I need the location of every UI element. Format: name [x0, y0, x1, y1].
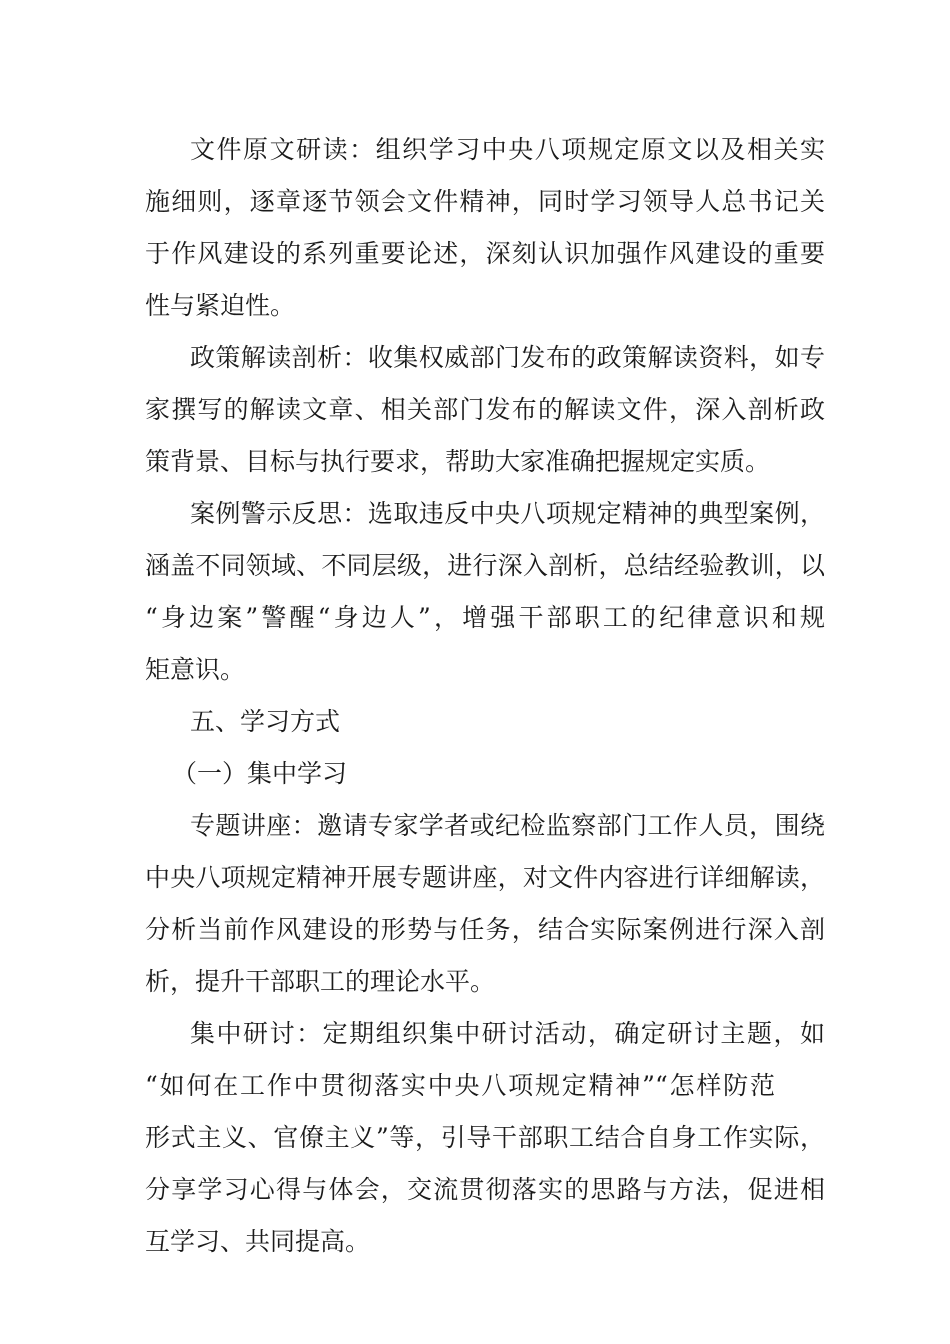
para1-line4: 性与紧迫性。 [145, 291, 296, 320]
para3-line4: 矩意识。 [145, 655, 246, 684]
para1-line1: 文件原文研读：组织学习中央八项规定原文以及相关实 [190, 135, 825, 164]
para5-line3: 形式主义、官僚主义”等，引导干部职工结合自身工作实际， [145, 1123, 825, 1152]
para4-line3: 分析当前作风建设的形势与任务，结合实际案例进行深入剖 [145, 915, 825, 944]
para3-line2: 涵盖不同领域、不同层级，进行深入剖析，总结经验教训，以 [145, 551, 825, 580]
para3-line3: “身边案”警醒“身边人”，增强干部职工的纪律意识和规 [145, 603, 825, 632]
para4-line4: 析，提升干部职工的理论水平。 [145, 967, 496, 996]
para1-line2: 施细则，逐章逐节领会文件精神，同时学习领导人总书记关 [145, 187, 825, 216]
para2-line2: 家撰写的解读文章、相关部门发布的解读文件，深入剖析政 [145, 395, 825, 424]
para4-line2: 中央八项规定精神开展专题讲座，对文件内容进行详细解读， [145, 863, 825, 892]
para2-line1: 政策解读剖析：收集权威部门发布的政策解读资料，如专 [190, 343, 825, 372]
para1-line3: 于作风建设的系列重要论述，深刻认识加强作风建设的重要 [145, 239, 825, 268]
para5-line2: “如何在工作中贯彻落实中央八项规定精神”“怎样防范 [145, 1071, 775, 1100]
para3-line1: 案例警示反思：选取违反中央八项规定精神的典型案例， [190, 499, 825, 528]
para5-line5: 互学习、共同提高。 [145, 1227, 371, 1256]
para4-line1: 专题讲座：邀请专家学者或纪检监察部门工作人员，围绕 [190, 811, 825, 840]
subsection-heading: （一）集中学习 [172, 759, 348, 788]
para5-line1: 集中研讨：定期组织集中研讨活动，确定研讨主题，如 [190, 1019, 825, 1048]
section-heading: 五、学习方式 [190, 707, 341, 736]
para2-line3: 策背景、目标与执行要求，帮助大家准确把握规定实质。 [145, 447, 771, 476]
para5-line4: 分享学习心得与体会，交流贯彻落实的思路与方法，促进相 [145, 1175, 825, 1204]
